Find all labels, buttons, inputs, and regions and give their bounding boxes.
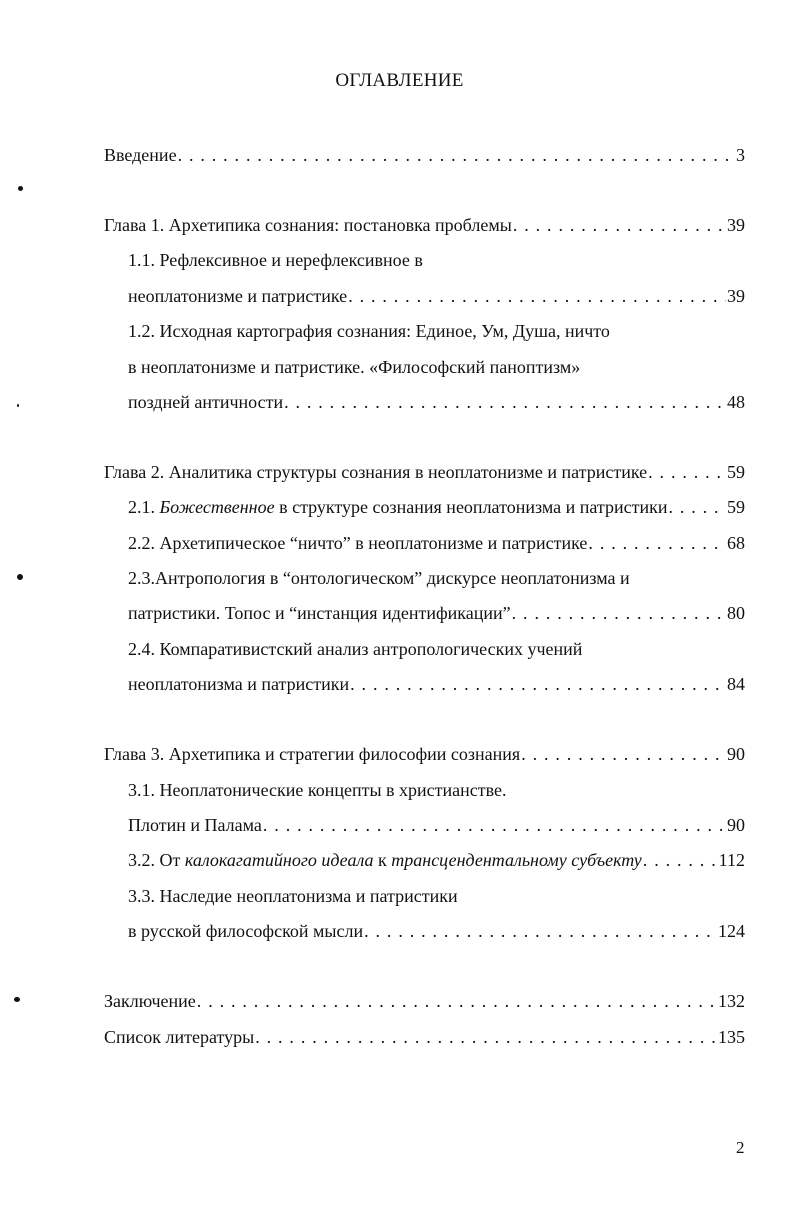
entry-label: Список литературы: [104, 1027, 255, 1047]
italic-term: трансцендентальному субъекту: [391, 850, 642, 870]
leader-dots: [512, 600, 726, 626]
toc-entry-conclusion[interactable]: [104, 988, 745, 1014]
page-title: ОГЛАВЛЕНИЕ: [335, 70, 464, 91]
entry-label: 2.1. Божественное в структуре сознания неоплатонизма и патристики: [128, 497, 668, 517]
italic-term: калокагатийного идеала: [184, 850, 374, 870]
entry-page: 80: [727, 603, 745, 623]
toc-entry-1-1[interactable]: [128, 283, 745, 309]
page-number: 2: [736, 1138, 745, 1157]
toc-entry-1-2[interactable]: [128, 389, 745, 415]
entry-label: в русской философской мысли: [128, 921, 364, 941]
toc-entry-3-2[interactable]: [128, 847, 745, 873]
leader-dots: [284, 389, 726, 415]
entry-page: 48: [727, 392, 745, 412]
italic-term: Божественное: [159, 497, 275, 517]
toc-entry-chapter-3[interactable]: [104, 741, 745, 767]
entry-page: 135: [718, 1027, 745, 1047]
leader-dots: [350, 671, 726, 697]
leader-dots: [521, 741, 726, 767]
entry-page: 84: [727, 674, 745, 694]
toc-entry-2-3[interactable]: [128, 600, 745, 626]
toc-entry-intro[interactable]: [104, 142, 745, 168]
entry-page: 3: [736, 145, 745, 165]
scan-speck: [17, 404, 19, 407]
toc-entry-3-3[interactable]: [128, 918, 745, 944]
leader-dots: [263, 812, 726, 838]
entry-label: Заключение: [104, 991, 196, 1011]
toc-entry-1-1-line1[interactable]: 1.1. Рефлексивное и нерефлексивное в: [128, 250, 423, 270]
toc-entry-2-3-line1[interactable]: 2.3.Антропология в “онтологическом” дискурсе неоплатонизма и: [128, 568, 630, 588]
leader-dots: [178, 142, 735, 168]
toc-entry-1-2-line2[interactable]: в неоплатонизме и патристике. «Философский паноптизм»: [128, 357, 581, 377]
scan-speck: [17, 574, 23, 580]
toc-entry-bibliography[interactable]: [104, 1024, 745, 1050]
toc-entry-2-4[interactable]: [128, 671, 745, 697]
scan-speck: [14, 997, 20, 1002]
toc-entry-chapter-1[interactable]: [104, 212, 745, 238]
entry-page: 124: [718, 921, 745, 941]
entry-page: 59: [727, 497, 745, 517]
entry-page: 68: [727, 533, 745, 553]
entry-label: Глава 2. Аналитика структуры сознания в неоплатонизме и патристике: [104, 462, 648, 482]
entry-label: Глава 1. Архетипика сознания: постановка проблемы: [104, 215, 512, 235]
leader-dots: [197, 988, 717, 1014]
entry-label: патристики. Топос и “инстанция идентификации”: [128, 603, 511, 623]
entry-label: Введение: [104, 145, 177, 165]
toc-entry-chapter-2[interactable]: [104, 459, 745, 485]
leader-dots: [668, 494, 726, 520]
entry-page: 90: [727, 744, 745, 764]
leader-dots: [643, 847, 718, 873]
leader-dots: [648, 459, 726, 485]
toc-entry-2-1[interactable]: [128, 494, 745, 520]
entry-label: поздней античности: [128, 392, 284, 412]
entry-page: 39: [727, 286, 745, 306]
entry-label: неоплатонизме и патристике: [128, 286, 348, 306]
toc-entry-3-3-line1[interactable]: 3.3. Наследие неоплатонизма и патристики: [128, 886, 458, 906]
entry-page: 59: [727, 462, 745, 482]
entry-page: 39: [727, 215, 745, 235]
toc-entry-1-2-line1[interactable]: 1.2. Исходная картография сознания: Единое, Ум, Душа, ничто: [128, 321, 610, 341]
leader-dots: [513, 212, 726, 238]
leader-dots: [255, 1024, 717, 1050]
toc-entry-2-4-line1[interactable]: 2.4. Компаративистский анализ антропологических учений: [128, 639, 583, 659]
entry-label: Плотин и Палама: [128, 815, 262, 835]
leader-dots: [348, 283, 726, 309]
leader-dots: [588, 530, 726, 556]
entry-label: Глава 3. Архетипика и стратегии философии сознания: [104, 744, 521, 764]
entry-page: 112: [718, 850, 745, 870]
leader-dots: [364, 918, 717, 944]
entry-label: неоплатонизма и патристики: [128, 674, 350, 694]
entry-label: 3.2. От калокагатийного идеала к трансцендентальному субъекту: [128, 850, 642, 870]
entry-page: 90: [727, 815, 745, 835]
entry-page: 132: [718, 991, 745, 1011]
entry-label: 2.2. Архетипическое “ничто” в неоплатонизме и патристике: [128, 533, 588, 553]
scan-speck: [18, 186, 23, 191]
toc-entry-3-1-line1[interactable]: 3.1. Неоплатонические концепты в христианстве.: [128, 780, 507, 800]
toc-entry-2-2[interactable]: [128, 530, 745, 556]
toc-entry-3-1[interactable]: [128, 812, 745, 838]
